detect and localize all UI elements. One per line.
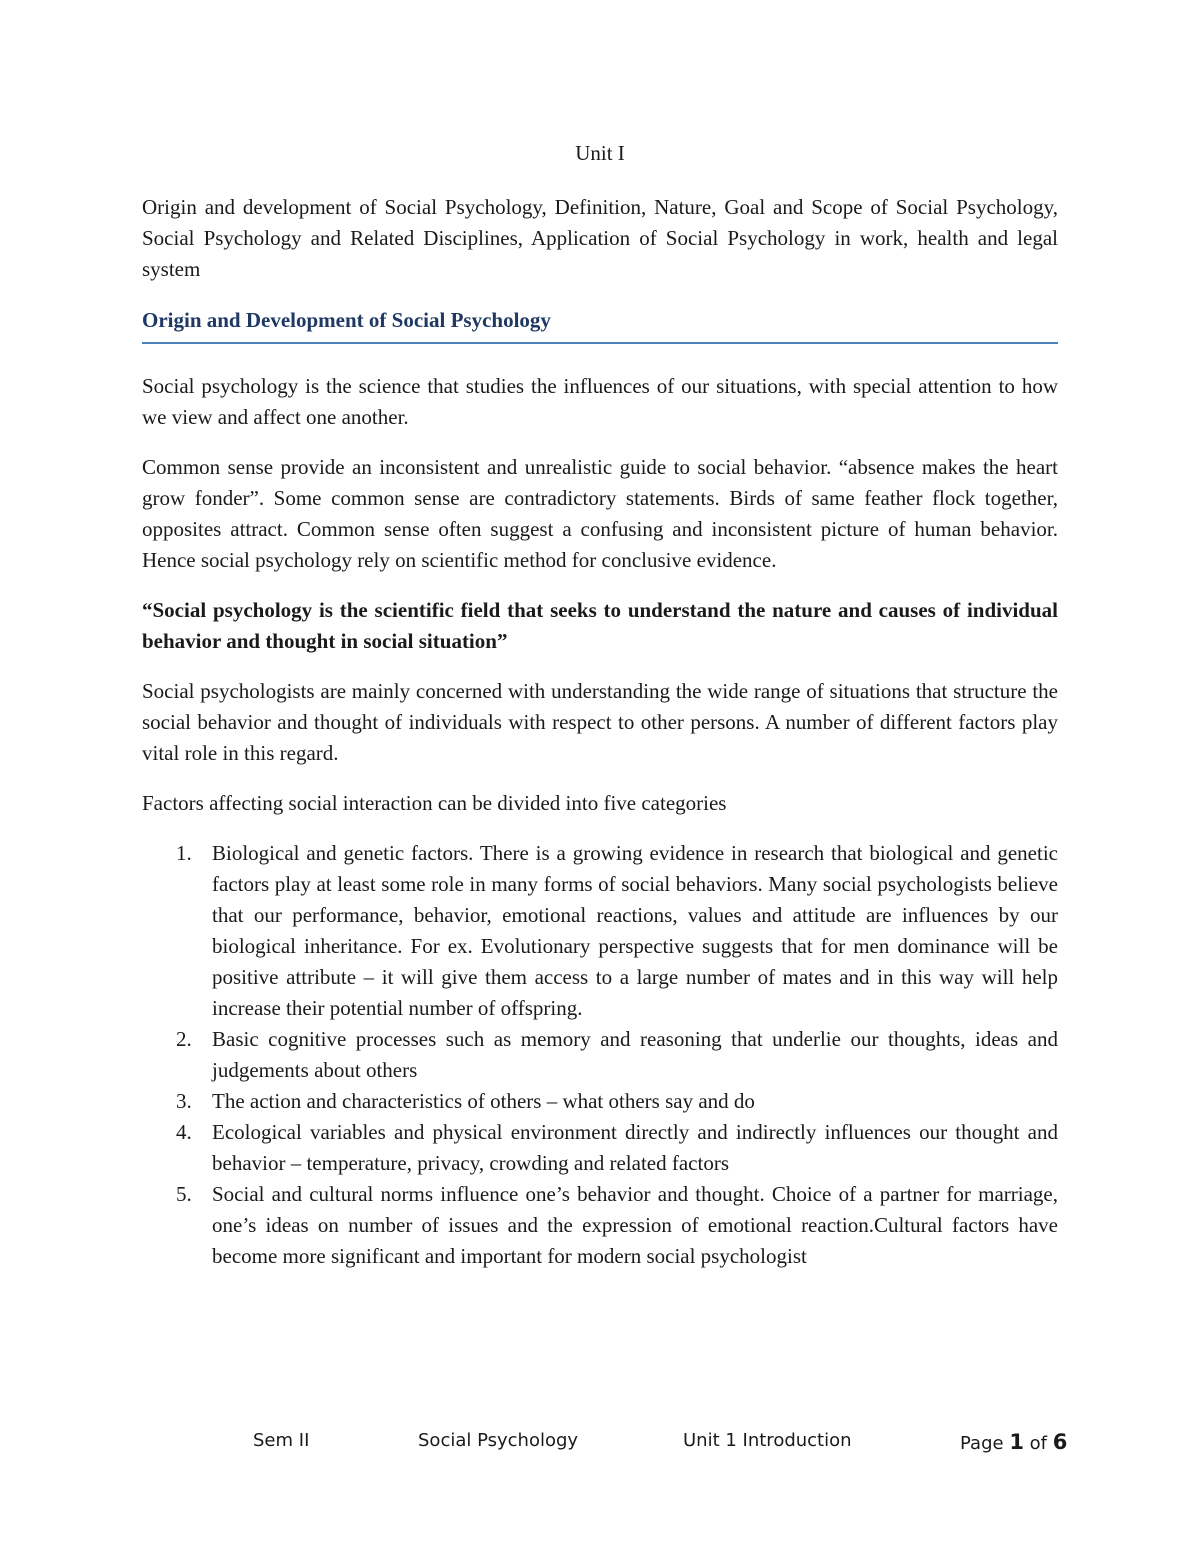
page-footer xyxy=(0,1430,1200,1460)
footer-page-number xyxy=(960,1430,1067,1454)
definition-quote: “Social psychology is the scientific field that seeks to understand the nature and causes of individual behavior and thought in social situation” xyxy=(142,598,1058,653)
factor-text: Ecological variables and physical environment directly and indirectly influences our thought and behavior – temperature, privacy, crowding and related factors xyxy=(212,1120,1058,1175)
footer-page-word: Page xyxy=(960,1433,1004,1454)
footer-page-of: of xyxy=(1029,1433,1048,1454)
list-number: 1. xyxy=(176,841,192,865)
unit-overview: Origin and development of Social Psychology, Definition, Nature, Goal and Scope of Social Psychology, Social Psychology and Related Disciplines, Application of Social Psychology in work, health and legal system xyxy=(142,195,1058,281)
section-heading: Origin and Development of Social Psychology xyxy=(142,308,551,332)
unit-title: Unit I xyxy=(575,141,625,165)
list-number: 5. xyxy=(176,1182,192,1206)
paragraph-common-sense: Common sense provide an inconsistent and unrealistic guide to social behavior. “absence makes the heart grow fonder”. Some common sense are contradictory statements. Birds of same feather flock together, opposites attract. Common sense often suggest a confusing and inconsistent picture of human behavior. Hence social psychology rely on scientific method for conclusive evidence. xyxy=(142,455,1058,572)
factor-text: Biological and genetic factors. There is a growing evidence in research that biological and genetic factors play at least some role in many forms of social behaviors. Many social psychologists believe that our performance, behavior, emotional reactions, values and attitude are influences by our biological inheritance. For ex. Evolutionary perspective suggests that for men dominance will be positive attribute – it will give them access to a large number of mates and in this way will help increase their potential number of offspring. xyxy=(212,841,1058,1020)
section-heading-rule xyxy=(142,305,1058,344)
factors-intro: Factors affecting social interaction can be divided into five categories xyxy=(142,791,727,815)
factor-text: Basic cognitive processes such as memory and reasoning that underlie our thoughts, ideas and judgements about others xyxy=(212,1027,1058,1082)
paragraph-definition-intro: Social psychology is the science that studies the influences of our situations, with special attention to how we view and affect one another. xyxy=(142,374,1058,429)
paragraph-concerns: Social psychologists are mainly concerned with understanding the wide range of situations that structure the social behavior and thought of individuals with respect to other persons. A number of different factors play vital role in this regard. xyxy=(142,679,1058,765)
factor-text: Social and cultural norms influence one’s behavior and thought. Choice of a partner for marriage, one’s ideas on number of issues and the expression of emotional reaction.Cultural factors have become more significant and important for modern social psychologist xyxy=(212,1182,1058,1268)
list-number: 4. xyxy=(176,1120,192,1144)
factor-item-cognitive xyxy=(142,1024,1058,1086)
list-number: 2. xyxy=(176,1027,192,1051)
factor-item-biological xyxy=(142,838,1058,1024)
factor-item-ecological xyxy=(142,1117,1058,1179)
footer-page-current: 1 xyxy=(1009,1430,1024,1454)
factor-text: The action and characteristics of others – what others say and do xyxy=(212,1089,755,1113)
list-number: 3. xyxy=(176,1089,192,1113)
factor-item-others xyxy=(142,1086,1058,1117)
footer-page-total: 6 xyxy=(1052,1430,1068,1454)
footer-subject: Social Psychology xyxy=(418,1430,579,1451)
footer-unit: Unit 1 Introduction xyxy=(683,1430,852,1451)
footer-semester: Sem II xyxy=(253,1430,310,1451)
factor-item-cultural xyxy=(142,1179,1058,1272)
page-body xyxy=(142,138,1058,1272)
factors-list xyxy=(142,838,1058,1272)
